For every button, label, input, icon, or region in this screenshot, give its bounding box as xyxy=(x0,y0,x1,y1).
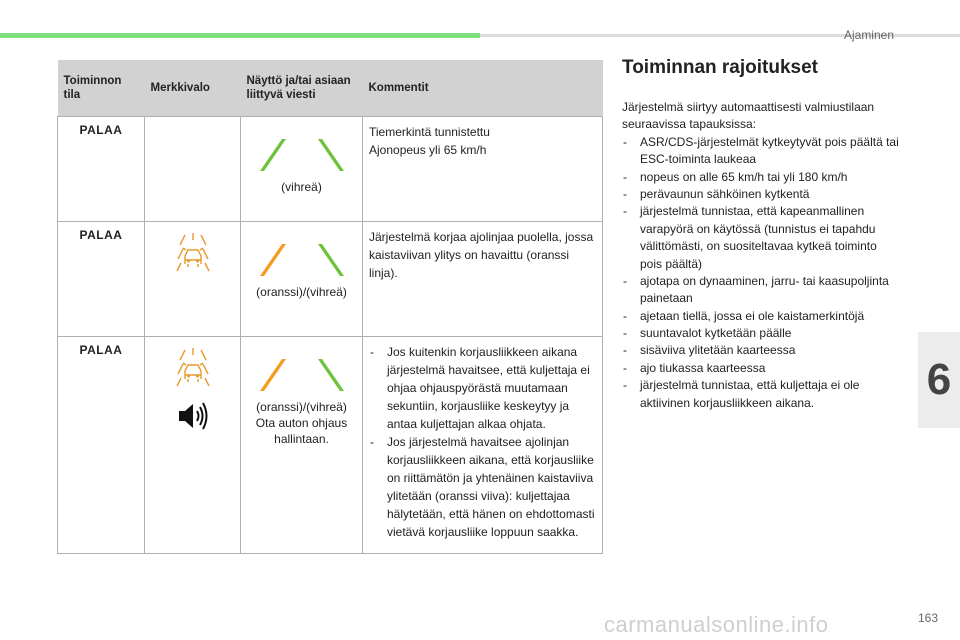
list-item: - sisäviiva ylitetään kaarteessa xyxy=(622,342,902,359)
list-item: - järjestelmä tunnistaa, että kapeanmallinen varapyörä on käytössä (tunnistus ei tapahdu välittömästi, on suositeltavaa kytkeä toiminto pois päältä) xyxy=(622,203,902,273)
list-item: - suuntavalot kytketään päälle xyxy=(622,325,902,342)
speaker-icon xyxy=(173,399,213,433)
limitations-intro: Järjestelmä siirtyy automaattisesti valmiustilaan seuraavissa tapauksissa: xyxy=(622,100,875,132)
display-cell xyxy=(241,117,363,222)
lane-keeping-warning-icon xyxy=(171,230,215,274)
comment-cell xyxy=(363,337,603,554)
limitations-list xyxy=(622,134,902,412)
header-display-message: Näyttö ja/tai asiaan liittyvä viesti xyxy=(241,60,363,117)
page-number: 163 xyxy=(917,611,938,625)
lane-lines-icon xyxy=(254,137,350,173)
display-text: (oranssi)/(vihreä) Ota auton ohjaus hallintaan. xyxy=(255,400,348,447)
state-cell: PALAA xyxy=(58,222,145,337)
header-function-state: Toiminnon tila xyxy=(58,60,145,117)
header-comments: Kommentit xyxy=(363,60,603,117)
display-text: (oranssi)/(vihreä) xyxy=(256,285,347,299)
indicator-cell xyxy=(145,222,241,337)
header-accent-bar xyxy=(0,33,480,38)
lane-lines-icon xyxy=(254,357,350,393)
display-text: (vihreä) xyxy=(281,180,322,194)
table-row xyxy=(58,222,603,337)
chapter-tab: 6 xyxy=(918,332,960,428)
header-indicator: Merkkivalo xyxy=(145,60,241,117)
state-cell: PALAA xyxy=(58,117,145,222)
state-cell: PALAA xyxy=(58,337,145,554)
list-item: - Jos järjestelmä havaitsee ajolinjan korjausliikkeen aikana, että korjausliike on riittämätön ja yhtenäinen kaistaviiva ylitetään (oranssi viiva): kuljettajaa hälytetään, että hänen on ehdottomasti vietävä korjausliike loppuun saakka. xyxy=(369,433,596,541)
list-item: - ajotapa on dynaaminen, jarru- tai kaasupoljinta painetaan xyxy=(622,273,902,308)
limitations-title: Toiminnan rajoitukset xyxy=(622,57,819,78)
list-item: - järjestelmä tunnistaa, että kuljettaja ei ole aktiivinen korjausliikkeen aikana. xyxy=(622,377,902,412)
lane-keeping-warning-icon xyxy=(171,345,215,389)
comment-cell: Tiemerkintä tunnistettu Ajonopeus yli 65 km/h xyxy=(363,117,603,222)
list-item: - ajo tiukassa kaarteessa xyxy=(622,360,902,377)
limitations-section xyxy=(622,57,902,412)
function-status-table xyxy=(57,60,603,554)
list-item: - ASR/CDS-järjestelmät kytkeytyvät pois päältä tai ESC-toiminta laukeaa xyxy=(622,134,902,169)
lane-lines-icon xyxy=(254,242,350,278)
table-row xyxy=(58,337,603,554)
display-cell xyxy=(241,222,363,337)
comment-cell: Järjestelmä korjaa ajolinjaa puolella, jossa kaistaviivan ylitys on havaittu (oranssi linja). xyxy=(363,222,603,337)
display-cell xyxy=(241,337,363,554)
list-item: - Jos kuitenkin korjausliikkeen aikana järjestelmä havaitsee, että kuljettaja ei ohjaa ohjauspyörästä muutamaan sekuntiin, korjausliike keskeytyy ja antaa kuljettajan alkaa ohjata. xyxy=(369,343,596,433)
indicator-cell xyxy=(145,117,241,222)
table-row xyxy=(58,117,603,222)
list-item: - perävaunun sähköinen kytkentä xyxy=(622,186,902,203)
list-item: - nopeus on alle 65 km/h tai yli 180 km/h xyxy=(622,169,902,186)
indicator-cell xyxy=(145,337,241,554)
watermark: carmanualsonline.info xyxy=(604,612,829,637)
section-title: Ajaminen xyxy=(843,28,894,42)
list-item: - ajetaan tiellä, jossa ei ole kaistamerkintöjä xyxy=(622,308,902,325)
comment-list xyxy=(369,343,596,541)
